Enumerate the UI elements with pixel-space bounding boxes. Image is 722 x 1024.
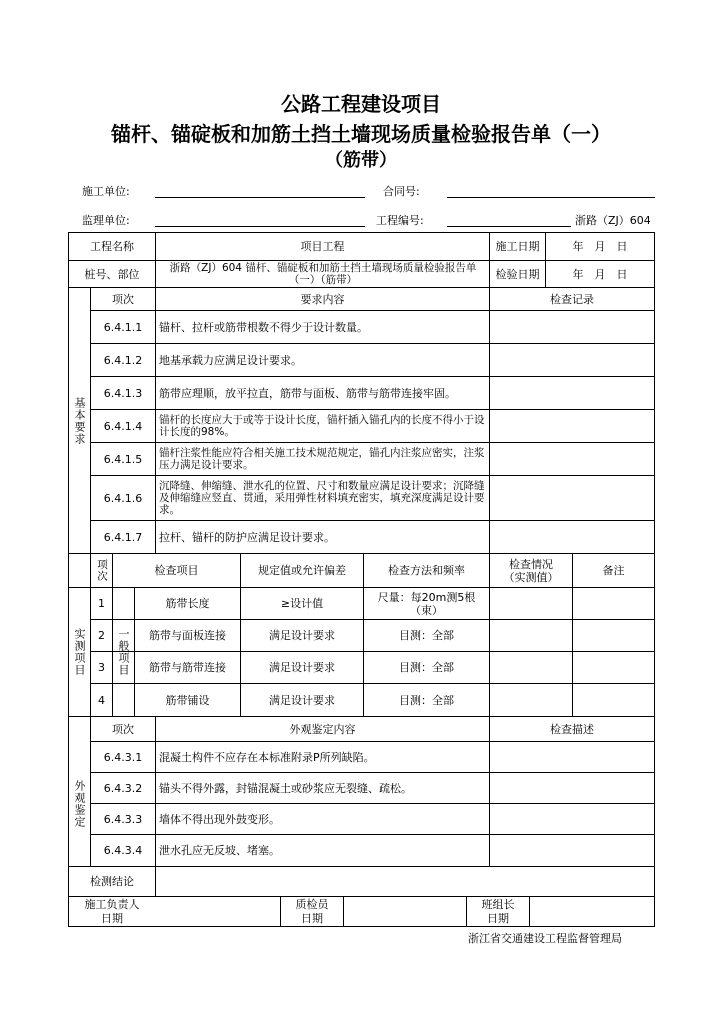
basic-col-record: 检查记录 <box>550 292 594 306</box>
appearance-item-code: 6.4.3.2 <box>103 781 143 795</box>
measured-row-item: 筋带与面板连接 <box>149 629 226 642</box>
basic-item-record[interactable] <box>490 410 654 442</box>
inspection-date-value[interactable]: 年 月 日 <box>572 267 628 281</box>
measured-row-method: 尺量：每20m测5根（束） <box>377 590 476 617</box>
measured-row-item: 筋带铺设 <box>165 693 210 707</box>
basic-item-text: 沉降缝、伸缩缝、泄水孔的位置、尺寸和数量应满足设计要求；沉降缝及伸缩缝应竖直、贯通，采用弹性材料填充密实，填充深度满足设计要求。 <box>159 480 485 516</box>
project-name-label: 工程名称 <box>90 240 134 253</box>
appearance-item-code: 6.4.3.3 <box>103 812 143 826</box>
sig-construction-lead-date-label: 日期 <box>101 912 123 925</box>
basic-item-record[interactable] <box>490 476 654 520</box>
stake-value[interactable]: 浙路（ZJ）604 锚杆、锚碇板和加筋土挡土墙现场质量检验报告单（一）（筋带） <box>169 262 477 286</box>
sig-construction-lead-label: 施工负责人 <box>84 898 140 911</box>
appearance-col-item: 项次 <box>112 722 134 736</box>
appearance-item-desc[interactable] <box>490 742 654 772</box>
measured-col-check: 检查项目 <box>154 564 199 577</box>
appearance-item-desc[interactable] <box>490 804 654 834</box>
basic-item-text: 锚杆的长度应大于或等于设计长度，锚杆插入锚孔内的长度不得小于设计长度的98%。 <box>159 414 485 438</box>
measured-row-remark[interactable] <box>573 588 654 619</box>
sig-team-lead-date-label: 日期 <box>487 912 509 925</box>
stake-label: 桩号、部位 <box>84 267 140 281</box>
basic-item-code: 6.4.1.5 <box>103 452 143 466</box>
conclusion-field[interactable] <box>156 867 654 896</box>
measured-row-result[interactable] <box>490 588 572 619</box>
appearance-item-text: 泄水孔应无反坡、堵塞。 <box>159 844 280 857</box>
measured-row-no: 4 <box>98 693 105 707</box>
measured-row-result[interactable] <box>490 620 572 651</box>
measured-row-item: 筋带与筋带连接 <box>149 661 226 674</box>
measured-row-remark[interactable] <box>573 652 654 683</box>
measured-col-item: 项次 <box>96 559 108 582</box>
sig-team-lead-label: 班组长 <box>481 898 515 911</box>
basic-item-record[interactable] <box>490 443 654 475</box>
measured-row-spec: ≥设计值 <box>280 597 324 610</box>
basic-item-record[interactable] <box>490 521 654 553</box>
basic-item-code: 6.4.1.2 <box>103 353 143 367</box>
sig-qc-label: 质检员 <box>295 898 329 911</box>
appearance-item-text: 墙体不得出现外鼓变形。 <box>159 812 280 826</box>
contractor-label: 施工单位: <box>82 185 130 198</box>
inspection-date-label: 检验日期 <box>495 267 540 281</box>
construction-date-value[interactable]: 年 月 日 <box>572 240 628 253</box>
appearance-item-code: 6.4.3.1 <box>103 750 143 764</box>
sig-team-lead-field[interactable] <box>530 897 654 926</box>
appearance-item-text: 混凝土构件不应存在本标准附录P所列缺陷。 <box>159 750 375 764</box>
basic-item-record[interactable] <box>490 377 654 409</box>
basic-requirements-section-label: 基本要求 <box>73 396 86 445</box>
project-no-label: 工程编号: <box>376 214 424 227</box>
construction-date-label: 施工日期 <box>495 240 540 253</box>
measured-row-no: 2 <box>98 629 105 642</box>
appearance-item-desc[interactable] <box>490 773 654 803</box>
basic-col-item: 项次 <box>112 292 134 306</box>
measured-section-label: 实测项目 <box>73 628 86 676</box>
conclusion-label: 检测结论 <box>90 875 134 888</box>
basic-col-content: 要求内容 <box>300 292 345 306</box>
measured-row-method: 目测：全部 <box>399 661 454 674</box>
measured-col-method: 检查方法和频率 <box>388 564 465 577</box>
basic-item-code: 6.4.1.1 <box>103 320 143 334</box>
appearance-section-label: 外观鉴定 <box>73 780 86 828</box>
measured-row-result[interactable] <box>490 652 572 683</box>
issuer: 浙江省交通建设工程监督管理局 <box>468 932 622 945</box>
basic-item-text: 锚杆注浆性能应符合相关施工技术规范规定，锚孔内注浆应密实，注浆压力满足设计要求。 <box>159 447 485 471</box>
measured-col-remark: 备注 <box>602 564 625 577</box>
supervisor-label: 监理单位: <box>82 214 130 227</box>
measured-row-result[interactable] <box>490 684 572 716</box>
basic-item-code: 6.4.1.3 <box>103 386 143 400</box>
title-line-1: 公路工程建设项目 <box>281 92 441 116</box>
project-name-value[interactable]: 项目工程 <box>300 240 345 253</box>
general-items-label: 一般项目 <box>117 628 130 676</box>
measured-row-spec: 满足设计要求 <box>269 661 335 674</box>
basic-item-record[interactable] <box>490 344 654 376</box>
measured-row-method: 目测：全部 <box>399 693 454 707</box>
basic-item-text: 筋带应理顺，放平拉直，筋带与面板、筋带与筋带连接牢固。 <box>159 386 456 400</box>
measured-row-remark[interactable] <box>573 684 654 716</box>
measured-col-result: 检查情况（实测值） <box>503 557 559 584</box>
sig-qc-field[interactable] <box>344 897 466 926</box>
measured-row-spec: 满足设计要求 <box>269 693 335 707</box>
appearance-col-desc: 检查描述 <box>550 722 594 736</box>
measured-col-spec: 规定值或允许偏差 <box>258 564 346 577</box>
contract-no-label: 合同号: <box>383 185 420 198</box>
basic-item-text: 锚杆、拉杆或筋带根数不得少于设计数量。 <box>159 320 368 334</box>
sig-construction-lead-field[interactable] <box>156 897 280 926</box>
basic-item-code: 6.4.1.6 <box>103 491 143 505</box>
measured-row-no: 1 <box>98 597 105 610</box>
appearance-item-text: 锚头不得外露，封锚混凝土或砂浆应无裂缝、疏松。 <box>159 781 412 795</box>
measured-row-item: 筋带长度 <box>165 597 210 610</box>
basic-item-text: 地基承载力应满足设计要求。 <box>159 353 302 367</box>
measured-row-remark[interactable] <box>573 620 654 651</box>
basic-item-code: 6.4.1.4 <box>103 419 143 433</box>
form-code: 浙路（ZJ）604 <box>575 214 651 227</box>
measured-row-spec: 满足设计要求 <box>269 629 335 642</box>
basic-item-text: 拉杆、锚杆的防护应满足设计要求。 <box>159 530 335 544</box>
measured-row-method: 目测：全部 <box>399 629 454 642</box>
measured-row-no: 3 <box>98 661 105 674</box>
title-line-2: 锚杆、锚碇板和加筋土挡土墙现场质量检验报告单（一） <box>111 122 611 146</box>
appearance-item-desc[interactable] <box>490 835 654 866</box>
appearance-item-code: 6.4.3.4 <box>103 844 143 857</box>
appearance-col-content: 外观鉴定内容 <box>289 722 356 736</box>
sig-qc-date-label: 日期 <box>301 912 323 925</box>
title-line-3: （筋带） <box>325 150 397 171</box>
basic-item-code: 6.4.1.7 <box>103 530 143 544</box>
basic-item-record[interactable] <box>490 311 654 343</box>
